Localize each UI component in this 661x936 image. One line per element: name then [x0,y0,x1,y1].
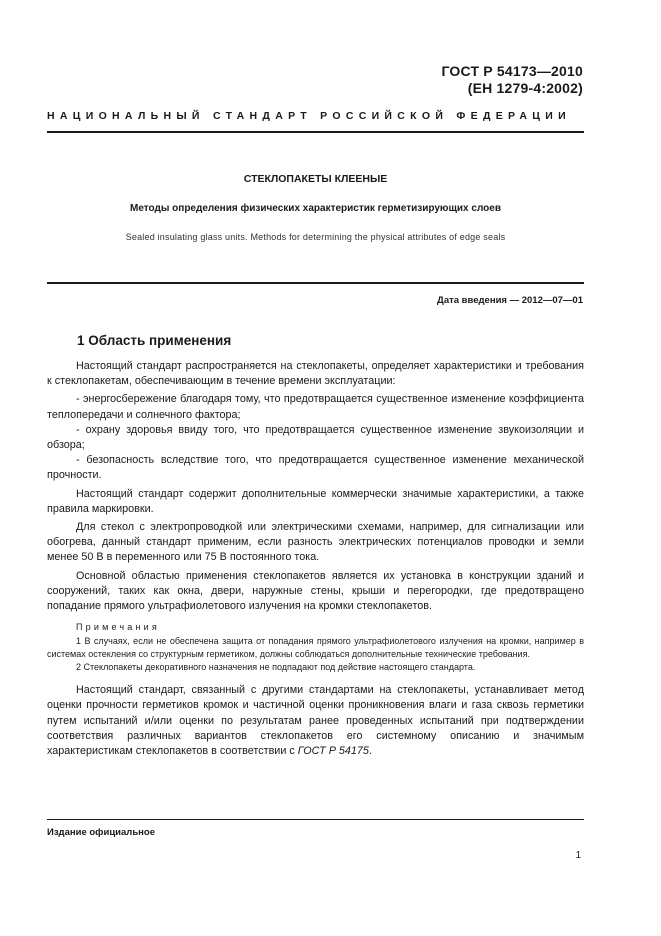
document-title-english: Sealed insulating glass units. Methods for determining the physical attributes of edge seals [125,232,506,242]
notes-block [47,621,584,674]
title-divider [47,282,584,284]
list-item: - охрану здоровья ввиду того, что предотвращается существенное изменение звукоизоляции и обзора; [47,423,584,452]
note-item: 2 Стеклопакеты декоративного назначения не подпадают под действие настоящего стандарта. [76,662,476,673]
document-title: СТЕКЛОПАКЕТЫ КЛЕЕНЫЕ [243,173,388,185]
section-heading: 1 Область применения [77,333,232,348]
edition-label: Издание официальное [47,827,155,838]
paragraph: Настоящий стандарт распространяется на стеклопакеты, определяет характеристики и требования к стеклопакетам, обеспечивающим в течение времени эксплуатации: [47,360,584,388]
standard-number: ГОСТ Р 54173—2010 [441,63,583,79]
final-period: . [368,745,372,758]
standard-code-block [441,63,583,97]
paragraph: Настоящий стандарт содержит дополнительные коммерчески значимые характеристики, а также правила маркировки. [47,487,584,515]
header-divider [47,131,584,133]
standard-reference: ГОСТ Р 54175 [297,745,369,758]
national-standard-banner: НАЦИОНАЛЬНЫЙ СТАНДАРТ РОССИЙСКОЙ ФЕДЕРАЦИИ [47,110,571,122]
introduction-date: Дата введения — 2012—07—01 [437,295,583,306]
page-number: 1 [575,850,581,861]
final-paragraph-text: Настоящий стандарт, связанный с другими стандартами на стеклопакеты, устанавливает метод оценки прочности герметиков кромок и частичной оценки проникновения влаги и газа сквозь герметики путем испытаний и/или оценки по результатам ранее проведенных испытаний при подтверждении соответствия различных вариантов стеклопакетов его системному описанию и значимым характеристикам стеклопакетов в соответствии с [47,684,584,758]
paragraph: Для стекол с электропроводкой или электрическими схемами, например, для сигнализации или обогрева, данный стандарт применим, если разность электрических потенциалов проводки и земли менее 50 В в переменного или 75 В постоянного тока. [47,521,584,564]
standard-equivalent: (ЕН 1279-4:2002) [467,80,583,96]
paragraph: Основной областью применения стеклопакетов является их установка в конструкции зданий и сооружений, таких как окна, двери, наружные стены, крыши и перегородки, где предотвращено попадание прямого ультрафиолетового излучения на кромки стеклопакетов. [47,569,584,613]
notes-heading: Примечания [76,622,160,633]
footer-divider [47,819,584,820]
document-subtitle: Методы определения физических характеристик герметизирующих слоев [130,203,501,214]
final-paragraph [47,683,584,759]
section-body [47,359,584,759]
list-item: - безопасность вследствие того, что предотвращается существенное изменение механической прочности. [47,454,584,482]
note-item: 1 В случаях, если не обеспечена защита от попадания прямого ультрафиолетового излучения на кромки, например в системах остекления со структурным герметиком, должны соблюдаться дополнительные технические требования. [47,636,584,660]
list-item: - энергосбережение благодаря тому, что предотвращается существенное изменение коэффициента теплопередачи и солнечного фактора; [47,393,584,421]
